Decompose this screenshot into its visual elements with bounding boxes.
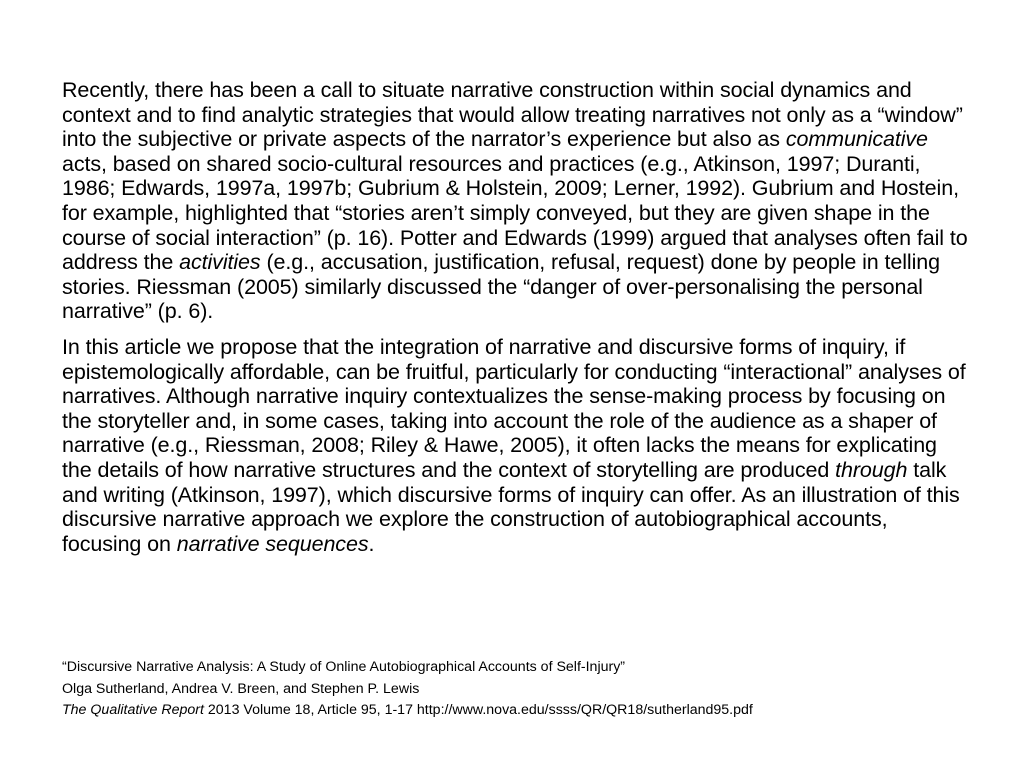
paragraph-2-italic-narrative-sequences: narrative sequences	[176, 531, 369, 556]
citation-journal: The Qualitative Report	[62, 702, 204, 718]
body-text	[62, 78, 972, 556]
paragraph-2-italic-through: through	[835, 457, 908, 482]
paragraph-1-text-a: Recently, there has been a call to situate narrative construction within social dynamics and context and to find analytic strategies that would allow treating narratives not only as a “window” into the subjective or private aspects of the narrator’s experience but also as	[62, 78, 963, 152]
paragraph-1-italic-activities: activities	[179, 250, 261, 275]
paragraph-2-text-a: In this article we propose that the integration of narrative and discursive forms of inquiry, if epistemologically affordable, can be fruitful, particularly for conducting “interactional” analyses of narratives. Although narrative inquiry contextualizes the sense-making process by focusing on the storyteller and, in some cases, taking into account the role of the audience as a shaper of narrative (e.g., Riessman, 2008; Riley & Hawe, 2005), it often lacks the means for explicating the details of how narrative structures and the context of storytelling are produced	[62, 334, 966, 482]
citation-source	[62, 700, 972, 722]
citation-title: “Discursive Narrative Analysis: A Study of Online Autobiographical Accounts of Self-Injury”	[62, 659, 626, 675]
paragraph-2-text-e: .	[368, 531, 375, 556]
paragraph-1-text-e: (e.g., accusation, justification, refusal, request) done by people in telling stories. Riessman (2005) similarly discussed the “danger of over-personalising the personal narrative” (p. 6).	[62, 250, 940, 324]
citation-authors: Olga Sutherland, Andrea V. Breen, and Stephen P. Lewis	[62, 680, 420, 697]
citation-details: 2013 Volume 18, Article 95, 1-17 http://www.nova.edu/ssss/QR/QR18/sutherland95.pdf	[203, 702, 753, 718]
paragraph-2	[62, 335, 972, 556]
paragraph-2-text-c: talk and writing (Atkinson, 1997), which discursive forms of inquiry can offer. As an illustration of this discursive narrative approach we explore the construction of autobiographical accounts, focusing on	[62, 457, 960, 556]
paragraph-1-text-c: acts, based on shared socio-cultural resources and practices (e.g., Atkinson, 1997; Duranti, 1986; Edwards, 1997a, 1997b; Gubrium & Holstein, 2009; Lerner, 1992). Gubrium and Hostein, for example, highlighted that “stories aren’t simply conveyed, but they are given shape in the course of social interaction” (p. 16). Potter and Edwards (1999) argued that analyses often fail to address the	[62, 151, 968, 275]
citation	[62, 657, 972, 722]
paragraph-1	[62, 78, 972, 324]
paragraph-1-italic-communicative: communicative	[785, 127, 928, 152]
